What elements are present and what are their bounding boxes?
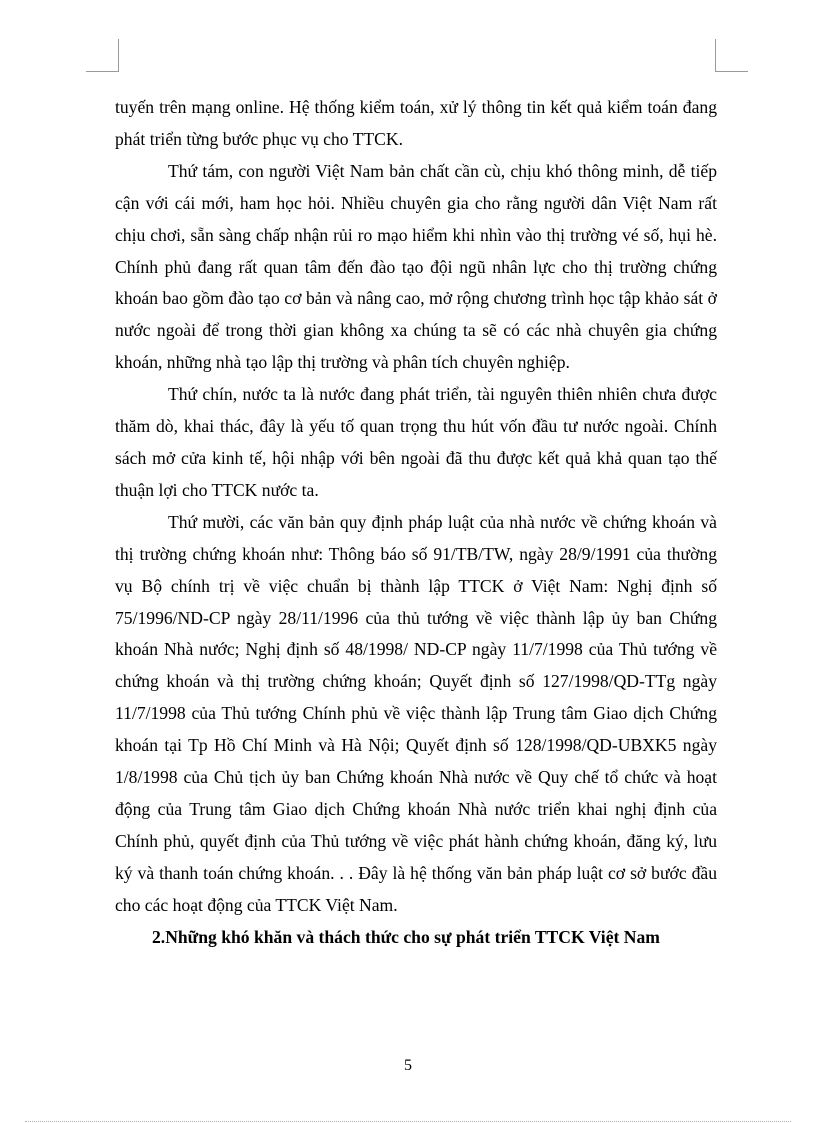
paragraph: Thứ tám, con người Việt Nam bản chất cần cù, chịu khó thông minh, dễ tiếp cận với cái mới, ham học hỏi. Nhiều chuyên gia cho rằng người dân Việt Nam rất chịu chơi, sẵn sàng chấp nhận rủi ro mạo hiểm khi nhìn vào thị trường vé số, hụi hè. Chính phủ đang rất quan tâm đến đào tạo đội ngũ nhân lực cho thị trường chứng khoán bao gồm đào tạo cơ bản và nâng cao, mở rộng chương trình học tập khảo sát ở nước ngoài để trong thời gian không xa chúng ta sẽ có các nhà chuyên gia chứng khoán, những nhà tạo lập thị trường và phân tích chuyên nghiệp. bbox=[115, 160, 717, 373]
body-text bbox=[115, 92, 717, 953]
page-number: 5 bbox=[404, 1057, 412, 1074]
crop-mark-top-right bbox=[715, 39, 748, 72]
paragraph: tuyến trên mạng online. Hệ thống kiểm toán, xử lý thông tin kết quả kiểm toán đang phát triển từng bước phục vụ cho TTCK. bbox=[115, 97, 717, 149]
crop-mark-top-left bbox=[86, 39, 119, 72]
section-heading: 2.Những khó khăn và thách thức cho sự phát triển TTCK Việt Nam bbox=[152, 926, 660, 947]
paragraph: Thứ chín, nước ta là nước đang phát triển, tài nguyên thiên nhiên chưa được thăm dò, khai thác, đây là yếu tố quan trọng thu hút vốn đầu tư nước ngoài. Chính sách mở cửa kinh tế, hội nhập với bên ngoài đã thu được kết quả khả quan tạo thế thuận lợi cho TTCK nước ta. bbox=[115, 384, 717, 500]
paragraph: Thứ mười, các văn bản quy định pháp luật của nhà nước về chứng khoán và thị trường chứng khoán như: Thông báo số 91/TB/TW, ngày 28/9/1991 của thường vụ Bộ chính trị về việc chuẩn bị thành lập TTCK ở Việt Nam: Nghị định số 75/1996/ND-CP ngày 28/11/1996 của thủ tướng về việc thành lập ủy ban Chứng khoán Nhà nước; Nghị định số 48/1998/ ND-CP ngày 11/7/1998 của Thủ tướng về chứng khoán và thị trường chứng khoán; Quyết định số 127/1998/QD-TTg ngày 11/7/1998 của Thủ tướng Chính phủ về việc thành lập Trung tâm Giao dịch Chứng khoán tại Tp Hồ Chí Minh và Hà Nội; Quyết định số 128/1998/QD-UBXK5 ngày 1/8/1998 của Chủ tịch ủy ban Chứng khoán Nhà nước về Quy chế tổ chức và hoạt động của Trung tâm Giao dịch Chứng khoán Nhà nước triển khai nghị định của Chính phủ, quyết định của Thủ tướng về việc phát hành chứng khoán, đăng ký, lưu ký và thanh toán chứng khoán. . . Đây là hệ thống văn bản pháp luật cơ sở bước đầu cho các hoạt động của TTCK Việt Nam. bbox=[115, 511, 717, 915]
page-bottom-divider bbox=[25, 1121, 791, 1122]
